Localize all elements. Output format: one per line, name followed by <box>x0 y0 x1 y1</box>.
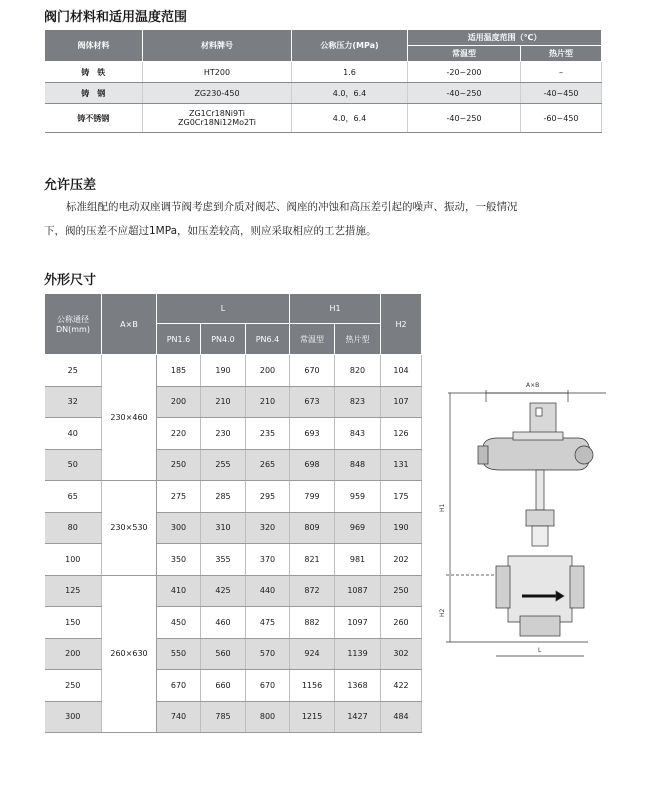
pn64-cell: 265 <box>246 449 290 481</box>
f-cell: 981 <box>335 544 381 576</box>
grade-cell: HT200 <box>143 62 292 83</box>
dn-cell: 50 <box>45 449 102 481</box>
n-cell: 670 <box>290 355 335 387</box>
table-row <box>45 449 422 481</box>
table-row <box>45 638 422 670</box>
normal-cell: -40~250 <box>408 83 521 104</box>
pn40-cell: 255 <box>201 449 246 481</box>
ab-cell: 230×530 <box>102 481 157 576</box>
pn16-cell: 550 <box>157 638 201 670</box>
pn40-cell: 785 <box>201 701 246 733</box>
f-cell: 959 <box>335 481 381 513</box>
header-dn <box>45 294 102 355</box>
f-cell: 1097 <box>335 607 381 639</box>
valve-body <box>508 556 572 622</box>
label-l: L <box>538 647 542 654</box>
n-cell: 882 <box>290 607 335 639</box>
pn40-cell: 460 <box>201 607 246 639</box>
h2-cell: 107 <box>381 386 422 418</box>
normal-cell: -20~200 <box>408 62 521 83</box>
pn64-cell: 200 <box>246 355 290 387</box>
flange-right <box>570 566 584 608</box>
finned-cell: -60~450 <box>521 104 602 133</box>
f-cell: 823 <box>335 386 381 418</box>
h2-cell: 302 <box>381 638 422 670</box>
table-row <box>45 481 422 513</box>
pn16-cell: 450 <box>157 607 201 639</box>
header-ab: A×B <box>102 294 157 355</box>
table-row <box>45 544 422 576</box>
h2-cell: 202 <box>381 544 422 576</box>
f-cell: 969 <box>335 512 381 544</box>
grade-line-1: ZG1Cr18Ni9Ti <box>189 109 245 118</box>
pn16-cell: 220 <box>157 418 201 450</box>
pn40-cell: 230 <box>201 418 246 450</box>
dn-cell: 125 <box>45 575 102 607</box>
actuator-body <box>483 438 590 470</box>
pn64-cell: 475 <box>246 607 290 639</box>
valve-stem <box>536 470 544 510</box>
dn-cell: 32 <box>45 386 102 418</box>
n-cell: 809 <box>290 512 335 544</box>
actuator-window <box>536 408 542 416</box>
pn64-cell: 570 <box>246 638 290 670</box>
pn64-cell: 440 <box>246 575 290 607</box>
f-cell: 1427 <box>335 701 381 733</box>
dn-cell: 200 <box>45 638 102 670</box>
material-cell: 铸 铁 <box>45 62 143 83</box>
header-temp-range: 适用温度范围（℃） <box>408 30 602 46</box>
grade-cell: ZG230-450 <box>143 83 292 104</box>
table-row <box>45 418 422 450</box>
n-cell: 799 <box>290 481 335 513</box>
dn-cell: 80 <box>45 512 102 544</box>
h2-cell: 104 <box>381 355 422 387</box>
pn16-cell: 410 <box>157 575 201 607</box>
bottom-cap <box>520 616 560 636</box>
material-cell: 铸不锈钢 <box>45 104 143 133</box>
h2-cell: 175 <box>381 481 422 513</box>
paragraph-line-2: 下，阀的压差不应超过1MPa，如压差较高，则应采取相应的工艺措施。 <box>44 225 377 237</box>
pressure-cell: 1.6 <box>292 62 408 83</box>
handwheel <box>575 446 593 464</box>
h2-cell: 422 <box>381 670 422 702</box>
h2-cell: 126 <box>381 418 422 450</box>
actuator-top <box>530 403 556 433</box>
actuator-neck <box>513 432 563 440</box>
pn16-cell: 300 <box>157 512 201 544</box>
table-row <box>45 83 602 104</box>
pn40-cell: 560 <box>201 638 246 670</box>
header-finned: 热片型 <box>521 46 602 62</box>
pressure-cell: 4.0，6.4 <box>292 83 408 104</box>
h2-cell: 131 <box>381 449 422 481</box>
header-h1: H1 <box>290 294 381 324</box>
table-row <box>45 607 422 639</box>
motor-cap <box>478 446 488 464</box>
pn40-cell: 210 <box>201 386 246 418</box>
n-cell: 698 <box>290 449 335 481</box>
header-l: L <box>157 294 290 324</box>
table-row <box>45 355 422 387</box>
materials-table <box>44 29 602 133</box>
material-cell: 铸 钢 <box>45 83 143 104</box>
header-pn64: PN6.4 <box>246 324 290 355</box>
finned-cell: -40~450 <box>521 83 602 104</box>
dn-cell: 65 <box>45 481 102 513</box>
valve-drawing <box>438 370 608 670</box>
section-title-materials: 阀门材料和适用温度范围 <box>44 10 188 25</box>
pn40-cell: 285 <box>201 481 246 513</box>
h2-cell: 260 <box>381 607 422 639</box>
pn16-cell: 350 <box>157 544 201 576</box>
finned-cell: – <box>521 62 602 83</box>
pressure-cell: 4.0，6.4 <box>292 104 408 133</box>
pn64-cell: 670 <box>246 670 290 702</box>
n-cell: 673 <box>290 386 335 418</box>
flange-left <box>496 566 510 608</box>
pn16-cell: 250 <box>157 449 201 481</box>
n-cell: 1156 <box>290 670 335 702</box>
pn16-cell: 185 <box>157 355 201 387</box>
f-cell: 820 <box>335 355 381 387</box>
header-finned: 热片型 <box>335 324 381 355</box>
h2-cell: 250 <box>381 575 422 607</box>
section-title-pressure-diff: 允许压差 <box>44 178 97 193</box>
n-cell: 872 <box>290 575 335 607</box>
f-cell: 1139 <box>335 638 381 670</box>
table-row <box>45 386 422 418</box>
header-body-material: 阀体材料 <box>45 30 143 62</box>
header-pn40: PN4.0 <box>201 324 246 355</box>
n-cell: 1215 <box>290 701 335 733</box>
f-cell: 1368 <box>335 670 381 702</box>
header-material-grade: 材料牌号 <box>143 30 292 62</box>
pn40-cell: 355 <box>201 544 246 576</box>
pn40-cell: 660 <box>201 670 246 702</box>
pn64-cell: 295 <box>246 481 290 513</box>
table-row <box>45 701 422 733</box>
pn64-cell: 210 <box>246 386 290 418</box>
section-title-dimensions: 外形尺寸 <box>44 273 97 288</box>
grade-line-2: ZG0Cr18Ni12Mo2Ti <box>178 118 256 127</box>
table-row <box>45 670 422 702</box>
dn-cell: 300 <box>45 701 102 733</box>
bonnet-neck <box>532 526 548 546</box>
n-cell: 924 <box>290 638 335 670</box>
n-cell: 693 <box>290 418 335 450</box>
pn64-cell: 370 <box>246 544 290 576</box>
pn64-cell: 320 <box>246 512 290 544</box>
pn16-cell: 275 <box>157 481 201 513</box>
bonnet <box>526 510 554 526</box>
pn64-cell: 800 <box>246 701 290 733</box>
ab-cell: 230×460 <box>102 355 157 481</box>
header-normal: 常温型 <box>290 324 335 355</box>
header-dn-line-2: DN(mm) <box>56 325 90 334</box>
dn-cell: 100 <box>45 544 102 576</box>
pn16-cell: 670 <box>157 670 201 702</box>
dn-cell: 150 <box>45 607 102 639</box>
header-dn-line-1: 公称通径 <box>57 315 89 324</box>
dimensions-table <box>44 293 422 733</box>
label-h2: H2 <box>439 608 446 617</box>
label-ab: A×B <box>526 382 540 389</box>
dn-cell: 25 <box>45 355 102 387</box>
pn64-cell: 235 <box>246 418 290 450</box>
table-row <box>45 512 422 544</box>
f-cell: 843 <box>335 418 381 450</box>
f-cell: 848 <box>335 449 381 481</box>
pn40-cell: 425 <box>201 575 246 607</box>
header-pn16: PN1.6 <box>157 324 201 355</box>
table-row <box>45 575 422 607</box>
pn16-cell: 740 <box>157 701 201 733</box>
h2-cell: 484 <box>381 701 422 733</box>
paragraph-line-1: 标准组配的电动双座调节阀考虑到介质对阀芯、阀座的冲蚀和高压差引起的噪声、振动，一般情况 <box>66 201 518 213</box>
header-normal: 常温型 <box>408 46 521 62</box>
h2-cell: 190 <box>381 512 422 544</box>
normal-cell: -40~250 <box>408 104 521 133</box>
table-row <box>45 62 602 83</box>
label-h1: H1 <box>439 503 446 512</box>
dn-cell: 250 <box>45 670 102 702</box>
header-pressure: 公称压力(MPa) <box>292 30 408 62</box>
table-row <box>45 104 602 133</box>
f-cell: 1087 <box>335 575 381 607</box>
ab-cell: 260×630 <box>102 575 157 733</box>
header-h2: H2 <box>381 294 422 355</box>
pn40-cell: 310 <box>201 512 246 544</box>
n-cell: 821 <box>290 544 335 576</box>
grade-cell <box>143 104 292 133</box>
dn-cell: 40 <box>45 418 102 450</box>
pn40-cell: 190 <box>201 355 246 387</box>
pn16-cell: 200 <box>157 386 201 418</box>
